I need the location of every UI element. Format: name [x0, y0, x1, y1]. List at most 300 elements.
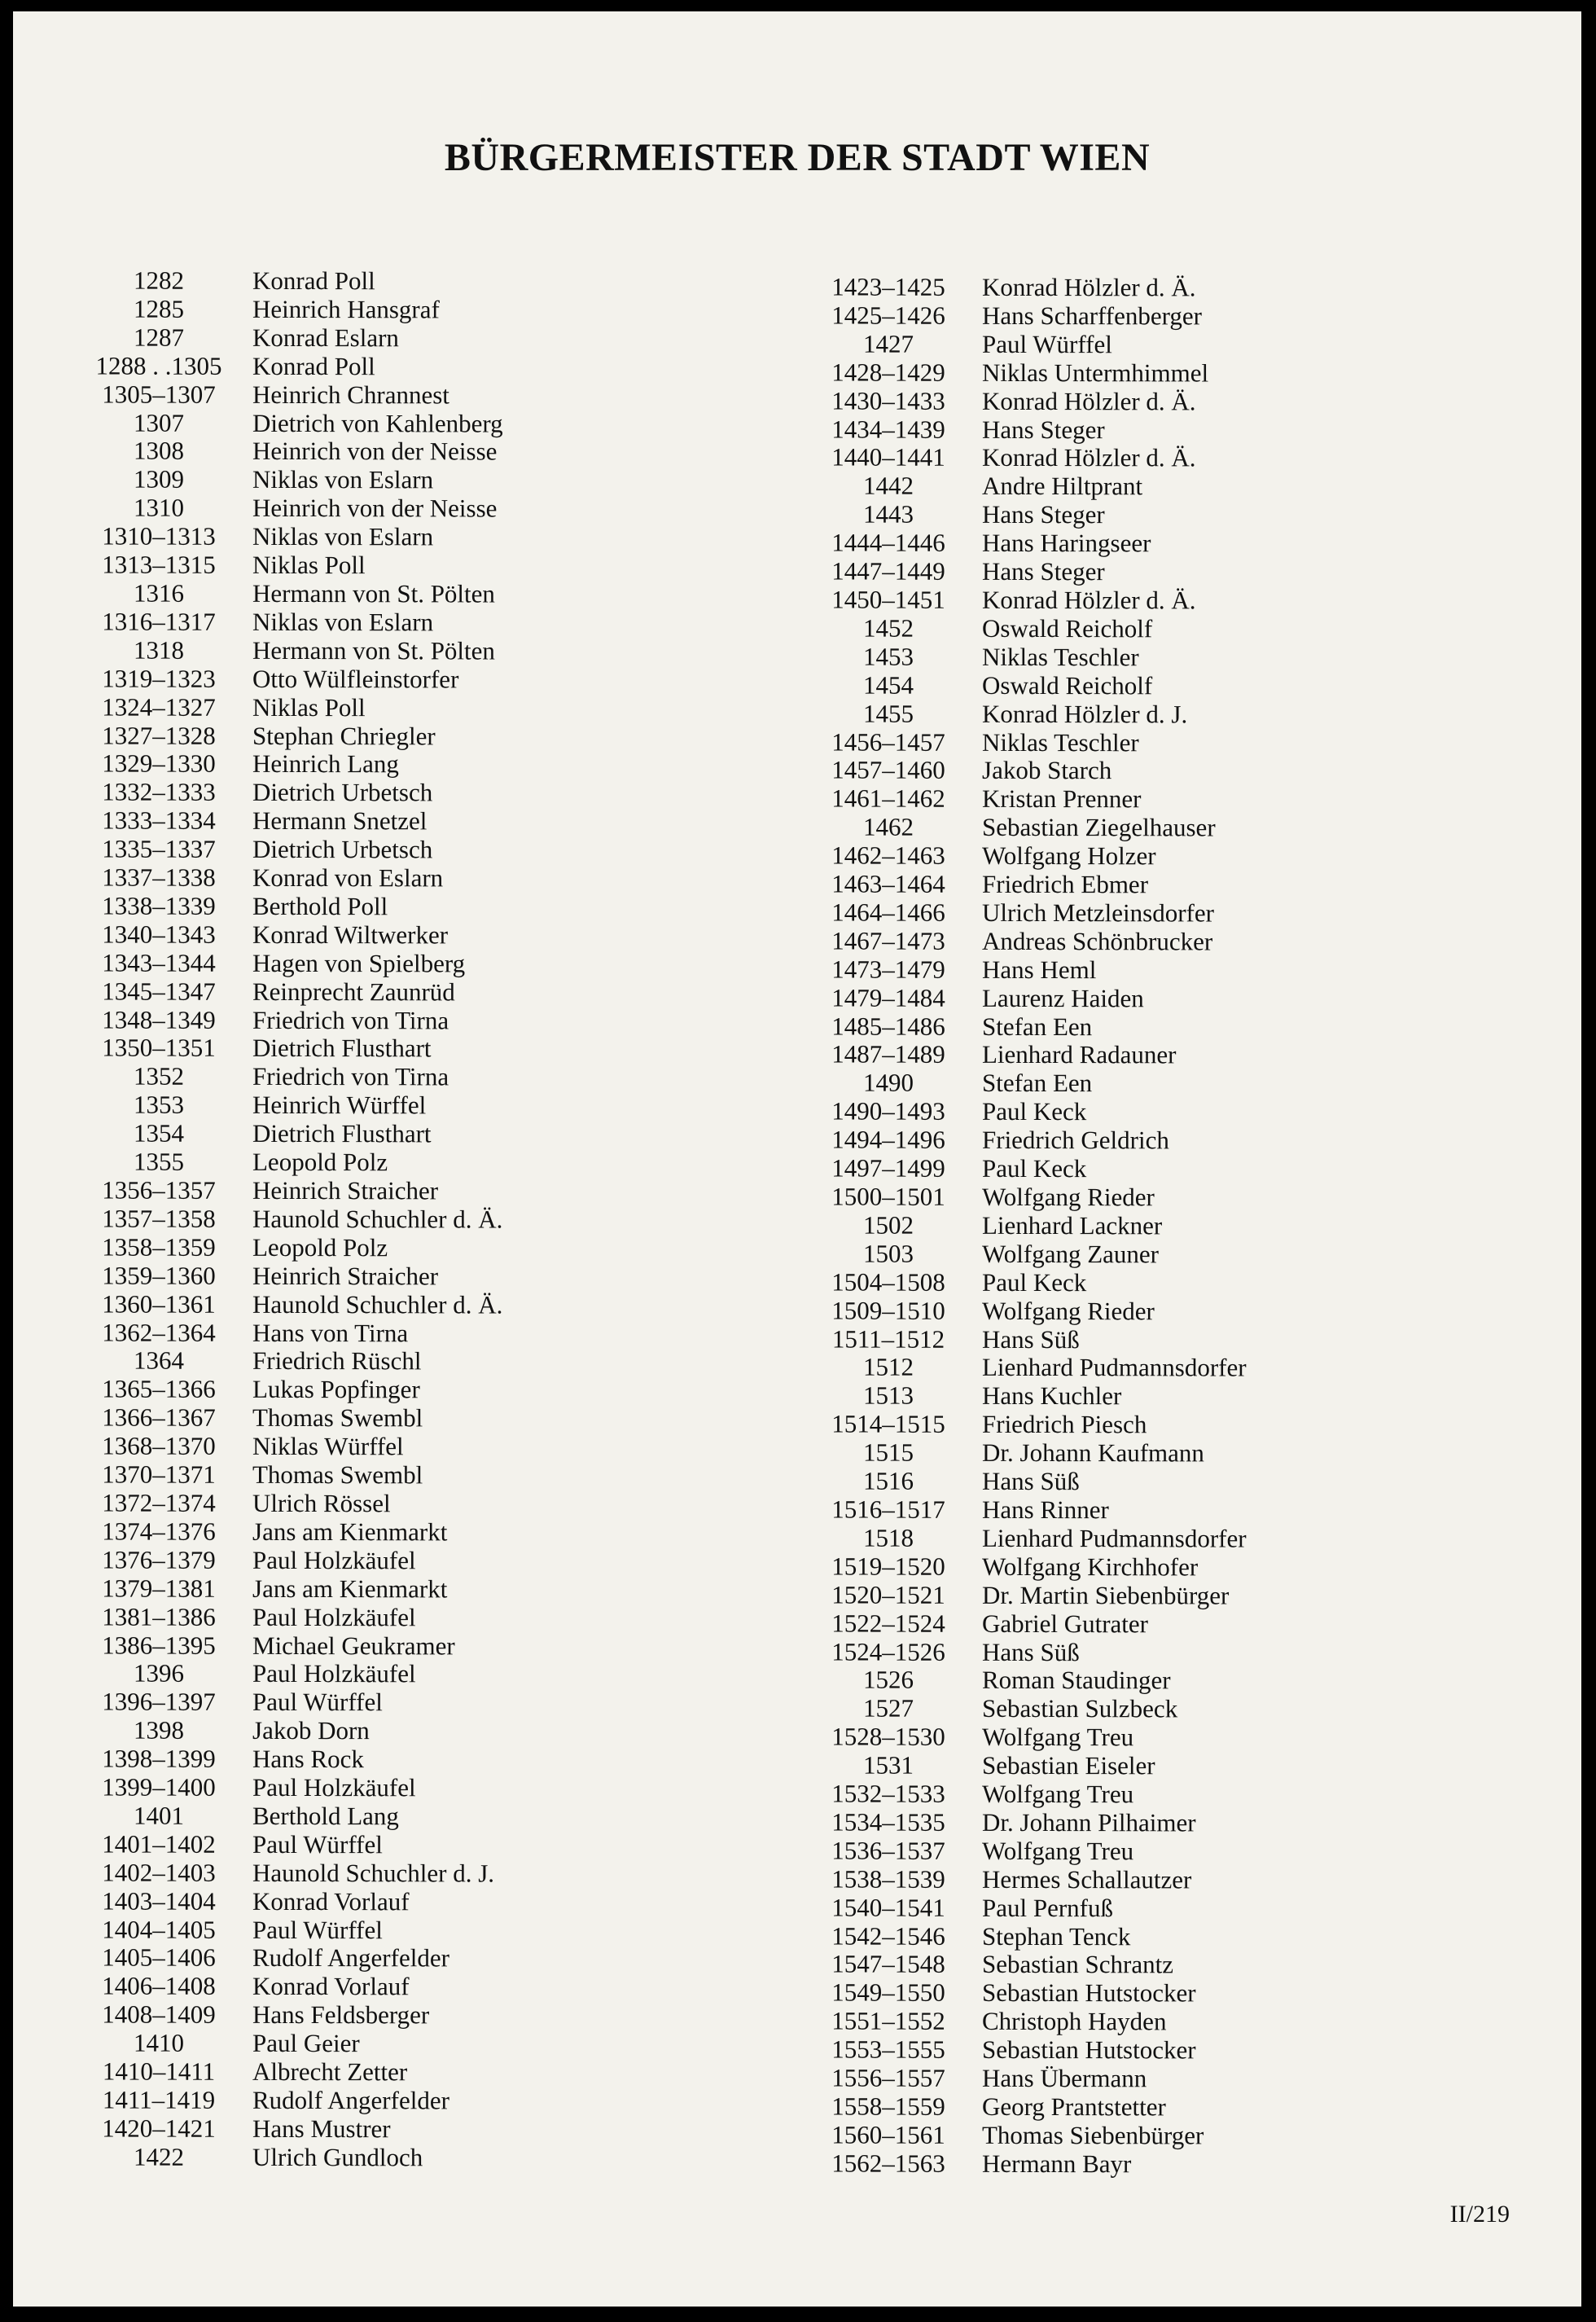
mayor-name: Wolfgang Treu: [982, 1836, 1134, 1866]
list-item: [811, 984, 1247, 1013]
mayor-name: Dietrich Urbetsch: [252, 835, 433, 864]
mayor-name: Niklas Poll: [252, 692, 366, 722]
list-item: [811, 1240, 1247, 1269]
term-years: 1359–1360: [102, 1261, 216, 1290]
mayor-list-left: [81, 266, 503, 2172]
mayor-name: Hermann Bayr: [982, 2149, 1132, 2179]
list-item: [811, 558, 1247, 587]
term-years: 1504–1508: [831, 1267, 945, 1297]
list-item: [811, 1666, 1247, 1696]
mayor-name: Konrad Wiltwerker: [252, 920, 449, 950]
term-years: 1423–1425: [831, 272, 945, 301]
list-item: [811, 2008, 1247, 2037]
mayor-name: Paul Würffel: [252, 1829, 383, 1859]
term-years: 1365–1366: [102, 1374, 216, 1404]
mayor-name: Gabriel Gutrater: [982, 1609, 1148, 1638]
term-years: 1386–1395: [102, 1631, 216, 1660]
term-years: 1350–1351: [102, 1033, 216, 1063]
list-item: [811, 1638, 1247, 1667]
term-years: 1516–1517: [831, 1495, 945, 1524]
list-item: [811, 1951, 1247, 1980]
mayor-name: Niklas von Eslarn: [252, 607, 434, 637]
mayor-name: Haunold Schuchler d. Ä.: [252, 1289, 503, 1319]
term-years: 1519–1520: [831, 1552, 945, 1581]
mayor-name: Friedrich Ebmer: [982, 869, 1149, 899]
list-item: [81, 266, 503, 296]
mayor-name: Sebastian Ziegelhauser: [982, 813, 1216, 842]
term-years: 1288 . .1305: [95, 351, 222, 380]
mayor-name: Rudolf Angerfelder: [252, 2085, 449, 2115]
mayor-name: Roman Staudinger: [982, 1666, 1171, 1695]
term-years: 1376–1379: [102, 1545, 216, 1574]
term-years: 1401: [134, 1801, 184, 1830]
list-item: [81, 352, 503, 381]
list-item: [811, 1325, 1247, 1354]
term-years: 1479–1484: [831, 983, 945, 1012]
list-item: [811, 1268, 1247, 1297]
mayor-name: Wolfgang Holzer: [982, 841, 1156, 871]
mayor-name: Heinrich von der Neisse: [252, 437, 498, 466]
list-item: [81, 608, 503, 637]
term-years: 1399–1400: [102, 1772, 216, 1802]
list-item: [811, 1894, 1247, 1923]
mayor-name: Jans am Kienmarkt: [252, 1517, 448, 1547]
list-item: [811, 330, 1247, 359]
mayor-name: Dr. Johann Pilhaimer: [982, 1807, 1196, 1837]
list-item: [811, 1183, 1247, 1212]
term-years: 1553–1555: [831, 2034, 945, 2064]
mayor-name: Heinrich Straicher: [252, 1175, 439, 1205]
mayor-name: Thomas Swembl: [252, 1459, 423, 1490]
list-item: [811, 898, 1247, 928]
mayor-name: Jakob Dorn: [252, 1716, 370, 1745]
term-years: 1362–1364: [102, 1318, 216, 1347]
term-years: 1360–1361: [102, 1289, 216, 1319]
list-item: [81, 1347, 503, 1376]
term-years: 1518: [863, 1523, 914, 1552]
list-item: [81, 665, 503, 694]
list-item: [811, 2036, 1247, 2065]
list-item: [811, 1211, 1247, 1240]
page-title: BÜRGERMEISTER DER STADT WIEN: [444, 136, 1151, 179]
term-years: 1536–1537: [831, 1836, 945, 1865]
list-item: [81, 1063, 503, 1092]
mayor-name: Stephan Tenck: [982, 1921, 1131, 1951]
list-item: [811, 1098, 1247, 1127]
mayor-name: Wolfgang Kirchhofer: [982, 1552, 1199, 1582]
mayor-name: Friedrich Geldrich: [982, 1126, 1169, 1155]
mayor-name: Hans Haringseer: [982, 529, 1151, 558]
term-years: 1366–1367: [102, 1402, 216, 1433]
mayor-name: Konrad Poll: [252, 351, 375, 380]
term-years: 1329–1330: [102, 748, 216, 779]
mayor-name: Sebastian Sulzbeck: [982, 1694, 1178, 1723]
term-years: 1402–1403: [102, 1858, 216, 1887]
term-years: 1532–1533: [831, 1779, 945, 1808]
mayor-name: Hans Übermann: [982, 2063, 1147, 2093]
mayor-name: Christoph Hayden: [982, 2007, 1167, 2036]
term-years: 1531: [863, 1750, 914, 1780]
list-item: [81, 2143, 503, 2172]
list-item: [81, 920, 503, 950]
mayor-name: Heinrich Chrannest: [252, 380, 449, 410]
term-years: 1313–1315: [102, 550, 216, 579]
mayor-name: Hans Kuchler: [982, 1381, 1122, 1411]
list-item: [81, 836, 503, 865]
mayor-name: Hermes Schallautzer: [982, 1864, 1192, 1894]
term-years: 1324–1327: [102, 692, 216, 722]
mayor-name: Kristan Prenner: [982, 784, 1142, 814]
term-years: 1500–1501: [831, 1182, 945, 1211]
mayor-name: Hans Feldsberger: [252, 2000, 430, 2030]
mayor-name: Stefan Een: [982, 1012, 1093, 1041]
mayor-name: Haunold Schuchler d. J.: [252, 1858, 495, 1888]
list-item: [811, 529, 1247, 559]
term-years: 1454: [863, 670, 914, 700]
list-item: [81, 2114, 503, 2144]
list-item: [811, 1752, 1247, 1781]
list-item: [81, 1148, 503, 1178]
list-item: [81, 1574, 503, 1604]
mayor-name: Niklas von Eslarn: [252, 465, 434, 494]
page-number: II/219: [1449, 2201, 1510, 2228]
list-item: [81, 323, 503, 353]
mayor-name: Stefan Een: [982, 1069, 1093, 1098]
term-years: 1558–1559: [831, 2092, 945, 2121]
list-item: [81, 1319, 503, 1348]
list-item: [81, 1176, 503, 1205]
mayor-name: Paul Holzkäufel: [252, 1602, 416, 1631]
list-item: [81, 2086, 503, 2115]
mayor-name: Niklas von Eslarn: [252, 522, 434, 551]
mayor-name: Ulrich Gundloch: [252, 2142, 423, 2172]
term-years: 1450–1451: [831, 585, 945, 614]
mayor-name: Ulrich Rössel: [252, 1488, 391, 1518]
term-years: 1428–1429: [831, 358, 945, 387]
mayor-name: Oswald Reicholf: [982, 613, 1153, 643]
list-item: [811, 1495, 1247, 1525]
list-item: [811, 955, 1247, 985]
mayor-name: Paul Würffel: [252, 1688, 383, 1717]
list-item: [81, 1916, 503, 1945]
term-years: 1405–1406: [102, 1942, 216, 1973]
term-years: 1396: [134, 1658, 184, 1688]
term-years: 1338–1339: [102, 891, 216, 920]
term-years: 1357–1358: [102, 1204, 216, 1233]
term-years: 1307: [134, 408, 184, 437]
list-item: [811, 1922, 1247, 1951]
term-years: 1310: [134, 493, 184, 522]
list-item: [81, 1773, 503, 1802]
mayor-name: Hans Steger: [982, 500, 1105, 529]
list-item: [811, 643, 1247, 672]
mayor-name: Heinrich von der Neisse: [252, 494, 498, 523]
term-years: 1487–1489: [831, 1039, 945, 1069]
term-years: 1368–1370: [102, 1431, 216, 1460]
mayor-name: Paul Keck: [982, 1097, 1087, 1126]
term-years: 1440–1441: [831, 442, 945, 472]
mayor-name: Niklas Poll: [252, 550, 366, 580]
term-years: 1354: [134, 1118, 184, 1148]
term-years: 1364: [134, 1346, 184, 1376]
list-item: [81, 1546, 503, 1575]
term-years: 1411–1419: [102, 2085, 216, 2114]
term-years: 1316: [134, 578, 184, 608]
term-years: 1372–1374: [102, 1488, 216, 1517]
list-item: [811, 472, 1247, 502]
mayor-name: Oswald Reicholf: [982, 670, 1153, 700]
list-item: [811, 614, 1247, 643]
list-item: [811, 785, 1247, 814]
list-item: [811, 1808, 1247, 1837]
document-page: [13, 11, 1581, 2307]
mayor-name: Lukas Popfinger: [252, 1375, 420, 1404]
list-item: [81, 494, 503, 524]
term-years: 1403–1404: [102, 1886, 216, 1916]
list-item: [81, 466, 503, 495]
mayor-name: Hermann von St. Pölten: [252, 635, 495, 665]
list-item: [81, 1034, 503, 1064]
list-item: [81, 1745, 503, 1775]
term-years: 1358–1359: [102, 1232, 216, 1262]
term-years: 1547–1548: [831, 1949, 945, 1979]
list-item: [811, 1695, 1247, 1724]
mayor-name: Heinrich Hansgraf: [252, 294, 440, 324]
term-years: 1503: [863, 1239, 914, 1268]
mayor-name: Otto Wülfleinstorfer: [252, 664, 459, 694]
list-item: [811, 1354, 1247, 1383]
term-years: 1490: [863, 1068, 914, 1098]
list-item: [811, 1581, 1247, 1610]
mayor-name: Konrad Poll: [252, 266, 375, 296]
term-years: 1473–1479: [831, 955, 945, 984]
mayor-name: Dietrich Flusthart: [252, 1034, 432, 1063]
term-years: 1494–1496: [831, 1125, 945, 1154]
mayor-name: Wolfgang Zauner: [982, 1239, 1159, 1269]
term-years: 1511–1512: [831, 1324, 945, 1354]
list-item: [81, 1859, 503, 1888]
list-item: [811, 1837, 1247, 1866]
term-years: 1453: [863, 642, 914, 671]
mayor-name: Hermann von St. Pölten: [252, 578, 495, 608]
mayor-name: Paul Holzkäufel: [252, 1772, 416, 1802]
list-item: [81, 2001, 503, 2030]
term-years: 1520–1521: [831, 1580, 945, 1609]
term-years: 1522–1524: [831, 1609, 945, 1638]
term-years: 1463–1464: [831, 869, 945, 898]
mayor-name: Hermann Snetzel: [252, 806, 428, 836]
mayor-name: Thomas Siebenbürger: [982, 2120, 1204, 2150]
mayor-name: Dr. Martin Siebenbürger: [982, 1580, 1230, 1610]
mayor-name: Georg Prantstetter: [982, 2092, 1166, 2122]
list-item: [811, 927, 1247, 956]
term-years: 1379–1381: [102, 1574, 216, 1603]
list-item: [811, 1609, 1247, 1639]
mayor-name: Konrad Hölzler d. J.: [982, 699, 1188, 729]
list-item: [811, 1069, 1247, 1099]
mayor-name: Niklas Teschler: [982, 727, 1139, 757]
term-years: 1462–1463: [831, 841, 945, 870]
list-item: [811, 1012, 1247, 1042]
list-item: [811, 301, 1247, 331]
term-years: 1444–1446: [831, 528, 945, 557]
term-years: 1285: [134, 294, 184, 323]
term-years: 1551–1552: [831, 2006, 945, 2036]
list-item: [811, 1439, 1247, 1468]
list-item: [81, 1205, 503, 1234]
term-years: 1512: [863, 1353, 914, 1382]
mayor-name: Hans Süß: [982, 1466, 1080, 1496]
term-years: 1355: [134, 1147, 184, 1176]
term-years: 1340–1343: [102, 920, 216, 949]
term-years: 1310–1313: [102, 521, 216, 551]
list-item: [811, 1723, 1247, 1753]
mayor-name: Leopold Polz: [252, 1232, 388, 1262]
list-item: [81, 1290, 503, 1319]
mayor-name: Wolfgang Treu: [982, 1779, 1134, 1809]
list-item: [811, 273, 1247, 302]
list-item: [811, 387, 1247, 416]
list-item: [811, 700, 1247, 729]
term-years: 1374–1376: [102, 1517, 216, 1546]
term-years: 1335–1337: [102, 834, 216, 863]
mayor-name: Heinrich Würffel: [252, 1091, 427, 1120]
term-years: 1457–1460: [831, 755, 945, 785]
term-years: 1540–1541: [831, 1893, 945, 1922]
mayor-name: Dietrich Urbetsch: [252, 778, 433, 807]
term-years: 1352: [134, 1061, 184, 1091]
list-item: [81, 636, 503, 665]
mayor-name: Reinprecht Zaunrüd: [252, 977, 455, 1007]
mayor-name: Friedrich Rüschl: [252, 1346, 422, 1376]
list-item: [811, 586, 1247, 615]
list-item: [81, 1489, 503, 1518]
list-item: [81, 1006, 503, 1035]
term-years: 1309: [134, 464, 184, 494]
term-years: 1562–1563: [831, 2149, 945, 2178]
mayor-name: Leopold Polz: [252, 1147, 388, 1177]
list-item: [811, 415, 1247, 445]
mayor-name: Berthold Poll: [252, 891, 388, 921]
term-years: 1434–1439: [831, 415, 945, 444]
list-item: [811, 1411, 1247, 1440]
mayor-name: Hans Süß: [982, 1324, 1080, 1354]
term-years: 1381–1386: [102, 1602, 216, 1631]
mayor-name: Hagen von Spielberg: [252, 948, 466, 978]
mayor-name: Hans Rock: [252, 1745, 364, 1774]
mayor-name: Niklas Untermhimmel: [982, 358, 1209, 388]
term-years: 1420–1421: [102, 2114, 216, 2143]
term-years: 1318: [134, 635, 184, 665]
list-item: [811, 1552, 1247, 1582]
mayor-name: Albrecht Zetter: [252, 2056, 408, 2087]
term-years: 1308: [134, 437, 184, 466]
term-years: 1560–1561: [831, 2120, 945, 2149]
mayor-name: Friedrich Piesch: [982, 1410, 1147, 1439]
mayor-name: Jakob Starch: [982, 756, 1112, 785]
mayor-name: Konrad Hölzler d. Ä.: [982, 585, 1196, 615]
list-item: [81, 1404, 503, 1433]
list-item: [811, 870, 1247, 899]
list-item: [811, 1382, 1247, 1411]
list-item: [811, 1297, 1247, 1326]
list-item: [81, 722, 503, 751]
mayor-name: Konrad Hölzler d. Ä.: [982, 386, 1196, 416]
term-years: 1356–1357: [102, 1175, 216, 1205]
term-years: 1333–1334: [102, 805, 216, 836]
list-item: [81, 1688, 503, 1718]
mayor-name: Hans Mustrer: [252, 2114, 391, 2144]
term-years: 1485–1486: [831, 1012, 945, 1041]
term-years: 1396–1397: [102, 1687, 216, 1717]
term-years: 1282: [134, 266, 184, 295]
mayor-name: Paul Keck: [982, 1153, 1087, 1183]
term-years: 1425–1426: [831, 301, 945, 330]
mayor-name: Paul Geier: [252, 2029, 360, 2058]
list-item: [81, 1802, 503, 1831]
mayor-name: Konrad Vorlauf: [252, 1972, 410, 2001]
term-years: 1398: [134, 1715, 184, 1745]
term-years: 1534–1535: [831, 1807, 945, 1837]
list-item: [81, 1887, 503, 1916]
list-item: [811, 842, 1247, 871]
term-years: 1443: [863, 499, 914, 529]
mayor-name: Sebastian Schrantz: [982, 1950, 1174, 1979]
mayor-name: Paul Holzkäufel: [252, 1659, 416, 1688]
term-years: 1526: [863, 1665, 914, 1695]
mayor-name: Dr. Johann Kaufmann: [982, 1438, 1204, 1468]
mayor-name: Heinrich Lang: [252, 749, 399, 779]
list-item: [81, 1717, 503, 1746]
mayor-name: Lienhard Lackner: [982, 1210, 1163, 1240]
term-years: 1353: [134, 1090, 184, 1120]
mayor-name: Michael Geukramer: [252, 1631, 455, 1660]
term-years: 1538–1539: [831, 1864, 945, 1894]
mayor-name: Hans Süß: [982, 1637, 1080, 1666]
list-item: [81, 1433, 503, 1462]
term-years: 1427: [863, 329, 914, 358]
mayor-name: Paul Holzkäufel: [252, 1545, 416, 1575]
term-years: 1430–1433: [831, 386, 945, 415]
list-item: [81, 2058, 503, 2087]
term-years: 1406–1408: [102, 1971, 216, 2001]
list-item: [811, 728, 1247, 757]
mayor-list-right: [811, 273, 1247, 2179]
mayor-name: Paul Würffel: [982, 329, 1112, 359]
term-years: 1528–1530: [831, 1722, 945, 1752]
list-item: [811, 444, 1247, 473]
list-item: [81, 1262, 503, 1291]
term-years: 1401–1402: [102, 1829, 216, 1859]
list-item: [81, 1603, 503, 1632]
term-years: 1461–1462: [831, 784, 945, 814]
mayor-name: Haunold Schuchler d. Ä.: [252, 1204, 503, 1234]
list-item: [811, 1979, 1247, 2008]
mayor-name: Niklas Würffel: [252, 1432, 404, 1461]
mayor-name: Niklas Teschler: [982, 642, 1139, 672]
mayor-name: Konrad Vorlauf: [252, 1886, 410, 1916]
list-item: [811, 2149, 1247, 2179]
list-item: [81, 551, 503, 581]
list-item: [81, 1517, 503, 1547]
term-years: 1287: [134, 323, 184, 352]
list-item: [81, 693, 503, 722]
list-item: [81, 295, 503, 324]
term-years: 1516: [863, 1466, 914, 1495]
list-item: [81, 1660, 503, 1689]
mayor-name: Wolfgang Rieder: [982, 1296, 1155, 1325]
term-years: 1490–1493: [831, 1096, 945, 1126]
